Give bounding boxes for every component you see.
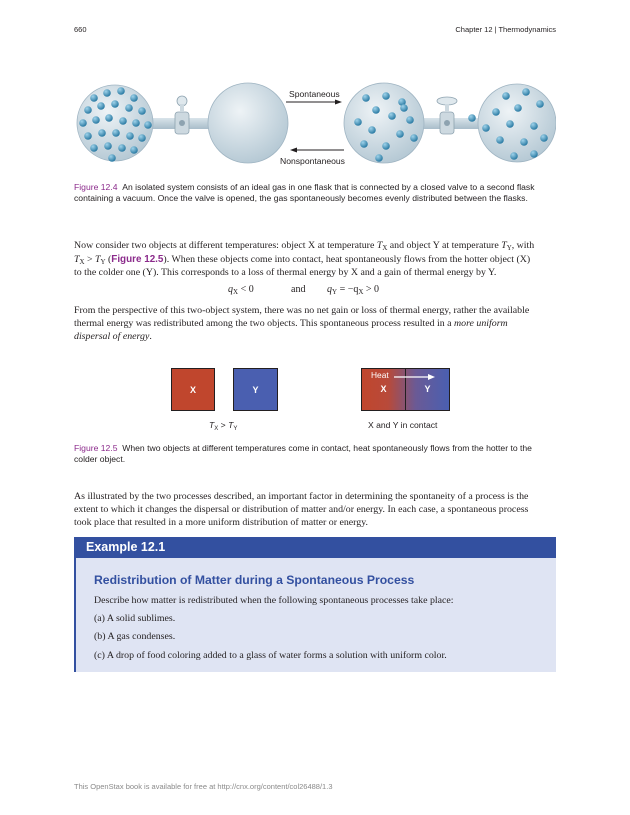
gas-flask-left	[77, 85, 153, 161]
example-item: (a) A solid sublimes.	[94, 613, 176, 624]
example-body	[74, 558, 556, 672]
figure-12-5-caption	[74, 443, 556, 465]
caption-text: An isolated system consists of an ideal gas in one flask that is connected by a closed valve to a second flask containing a vacuum. Once the valve is opened, the gas spontaneously becomes evenly distributed between the flasks.	[74, 182, 535, 203]
contact-y-label: Y	[424, 384, 431, 394]
gas-flask-right-b	[478, 84, 556, 162]
vacuum-flask	[208, 83, 288, 163]
equation-left: $q_X < 0$	[228, 284, 254, 296]
paragraph-energy-dispersal: From the perspective of this two-object system, there was no net gain or loss of thermal energy, rather the available thermal energy was redistributed among the two objects. This spontaneous process resulted in a more uniform dispersal of energy.	[74, 305, 530, 342]
page-number: 660	[74, 25, 87, 34]
spontaneous-label: Spontaneous	[289, 89, 340, 99]
figure-label: Figure 12.4	[74, 182, 118, 192]
paragraph-temperatures: Now consider two objects at different temperatures: object X at temperature $T_X$ and object Y at temperature $T_Y$, with $T_X > T_Y$ (Figure 12.5). When these objects come into contact, heat spontaneously flows from the hotter object (X) to the colder one (Y). This corresponds to a loss of thermal energy by X and a gain of thermal energy by Y.	[74, 240, 535, 278]
object-y-box: Y	[233, 368, 278, 411]
contact-label: X and Y in contact	[368, 420, 438, 430]
equation-right: $q_Y = -q_X > 0$	[327, 284, 380, 296]
figure-12-4-caption	[74, 182, 556, 204]
equation-and: and	[291, 284, 306, 295]
example-item: (c) A drop of food coloring added to a glass of water forms a solution with uniform color.	[94, 650, 447, 661]
closed-system	[77, 83, 288, 163]
figure-12-5-link[interactable]: Figure 12.5	[111, 253, 164, 265]
caption-text: When two objects at different temperatures come in contact, heat spontaneously flows from the hotter to the colder object.	[74, 443, 532, 464]
paragraph-spontaneity: As illustrated by the two processes described, an important factor in determining the spontaneity of a process is the extent to which it changes the dispersal or distribution of matter and/or energy. In each case, a spontaneous process took place that resulted in a more uniform distribution of matter or energy.	[74, 491, 529, 528]
open-valve	[437, 97, 457, 134]
heat-arrow-icon	[394, 373, 436, 381]
chapter-title: Chapter 12 | Thermodynamics	[455, 25, 556, 34]
footer-note: This OpenStax book is available for free at http://cnx.org/content/col26488/1.3	[74, 782, 333, 791]
objects-in-contact	[361, 368, 450, 411]
closed-valve	[175, 96, 189, 134]
contact-x-label: X	[380, 384, 387, 394]
figure-label: Figure 12.5	[74, 443, 118, 453]
nonspontaneous-label: Nonspontaneous	[280, 156, 345, 166]
temperature-relation-label: $T_X > T_Y$	[209, 420, 238, 432]
example-item: (b) A gas condenses.	[94, 631, 176, 642]
example-header: Example 12.1	[74, 537, 556, 558]
heat-label: Heat	[371, 370, 389, 380]
open-system	[344, 83, 556, 163]
process-arrows	[286, 100, 344, 153]
example-title: Redistribution of Matter during a Spontaneous Process	[94, 573, 415, 587]
example-intro: Describe how matter is redistributed when the following spontaneous processes take place:	[94, 595, 454, 606]
object-x-box: X	[171, 368, 215, 411]
